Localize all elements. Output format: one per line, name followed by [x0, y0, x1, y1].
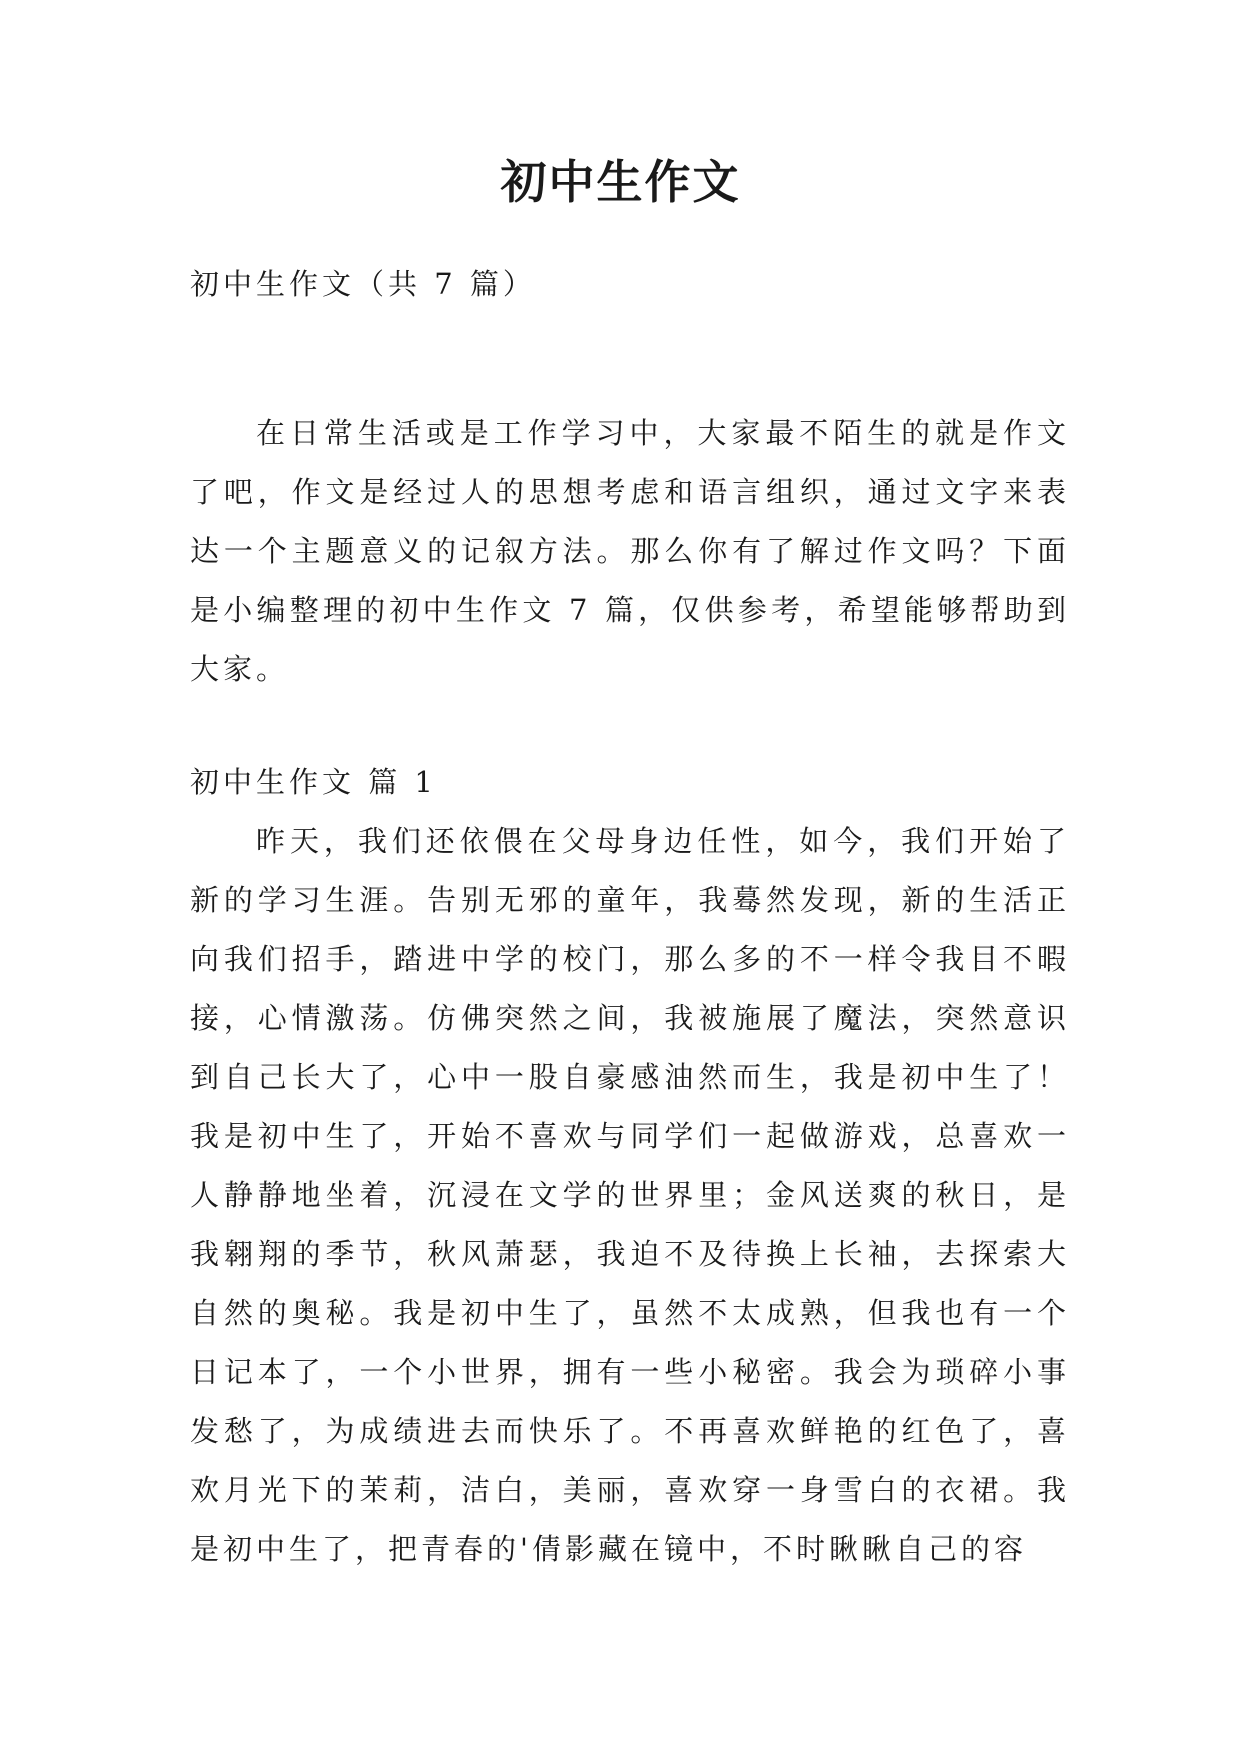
document-subtitle: 初中生作文（共 7 篇）: [190, 267, 536, 301]
document-title: 初中生作文: [500, 155, 741, 209]
section-body: 昨天，我们还依偎在父母身边任性，如今，我们开始了新的学习生涯。告别无邪的童年，我蓦然发现，新的生活正向我们招手，踏进中学的校门，那么多的不一样令我目不暇接，心情激荡。仿佛突然之间，我被施展了魔法，突然意识到自己长大了，心中一股自豪感油然而生，我是初中生了！我是初中生了，开始不喜欢与同学们一起做游戏，总喜欢一人静静地坐着，沉浸在文学的世界里；金风送爽的秋日，是我翱翔的季节，秋风萧瑟，我迫不及待换上长袖，去探索大自然的奥秘。我是初中生了，虽然不太成熟，但我也有一个日记本了，一个小世界，拥有一些小秘密。我会为琐碎小事发愁了，为成绩进去而快乐了。不再喜欢鲜艳的红色了，喜欢月光下的茉莉，洁白，美丽，喜欢穿一身雪白的衣裙。我是初中生了，把青春的'倩影藏在镜中，不时瞅瞅自己的容: [190, 824, 1070, 1566]
intro-paragraph: 在日常生活或是工作学习中，大家最不陌生的就是作文了吧，作文是经过人的思想考虑和语言组织，通过文字来表达一个主题意义的记叙方法。那么你有了解过作文吗？下面是小编整理的初中生作文 7 篇，仅供参考，希望能够帮助到大家。: [190, 416, 1070, 686]
section-heading: 初中生作文 篇 1: [190, 765, 437, 799]
